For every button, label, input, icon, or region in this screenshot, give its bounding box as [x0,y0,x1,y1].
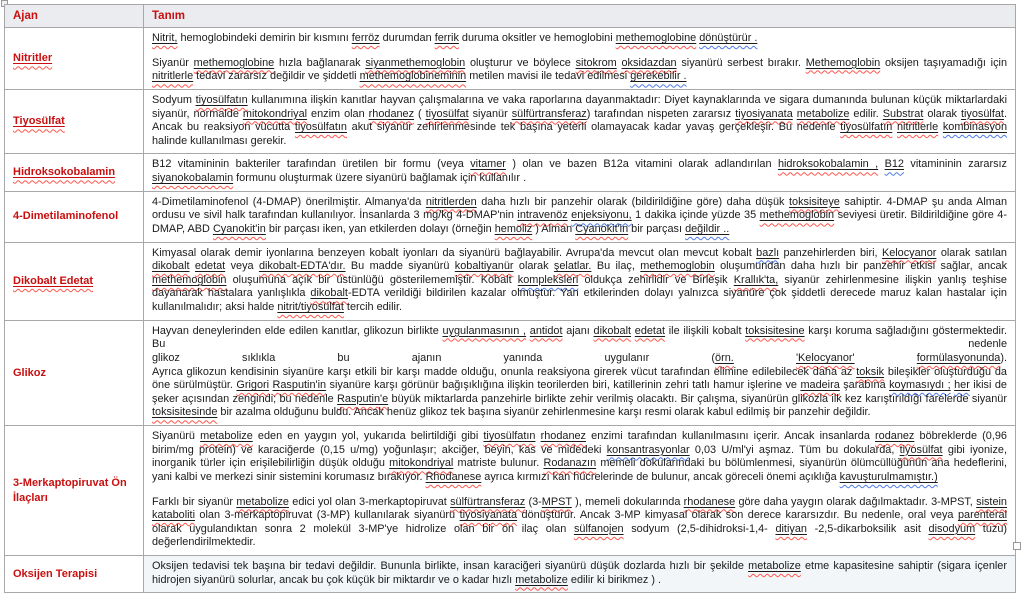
red-squiggle [426,108,469,120]
table-row [5,89,1016,154]
red-squiggle [775,523,806,535]
table-row [5,556,1016,593]
column-header-ajan: Ajan [5,5,144,28]
red-squiggle [460,509,518,521]
inline-link[interactable]: dönüştürür . [699,32,758,44]
inline-link[interactable]: Grigori [236,379,270,392]
agent-cell [5,191,144,242]
red-squiggle [495,223,533,235]
red-squiggle [450,496,525,508]
inline-link[interactable]: tiyosülfatın [294,121,347,134]
inline-link[interactable]: methemoglobine [193,56,275,69]
inline-link[interactable]: her [954,379,970,392]
agent-cell [5,242,144,320]
inline-link[interactable]: formülasyonunda [916,351,1001,364]
red-squiggle [13,115,65,127]
agent-cell [5,89,144,154]
inline-link[interactable]: gerekebilir . [630,70,687,83]
inline-link[interactable]: Methemoglobin [805,56,881,69]
definition-cell [144,242,1016,320]
red-squiggle [195,260,225,272]
agent-label: Glikoz [13,366,47,379]
blue-squiggle [699,32,757,44]
red-squiggle [13,52,52,64]
red-squiggle [365,57,465,69]
definition-cell [144,154,1016,191]
inline-link[interactable]: tiyosülfatın [483,430,536,442]
inline-link[interactable]: tiyosiyanata [735,107,793,120]
antidotes-table [4,4,1016,593]
inline-link[interactable]: enjeksiyonu, [571,209,632,222]
blue-squiggle [630,70,686,82]
red-squiggle [958,509,1007,521]
red-squiggle [616,32,697,44]
red-squiggle [961,108,1004,120]
red-squiggle [875,430,914,442]
inline-link[interactable]: tiyosülfat [899,443,943,456]
red-squiggle [259,260,346,272]
red-squiggle [575,223,628,235]
inline-link[interactable]: bazlı [756,246,780,259]
definition-cell [144,89,1016,154]
red-squiggle [512,108,587,120]
red-squiggle [976,496,1007,508]
inline-link[interactable]: sitokrom [575,56,617,69]
blue-squiggle [571,209,632,221]
red-squiggle [194,57,275,69]
inline-link[interactable]: sülfanojen [573,522,624,535]
inline-link[interactable]: kompleksleri [517,273,579,286]
red-squiggle [389,457,453,469]
red-squiggle [541,430,586,442]
red-squiggle [152,70,193,82]
red-squiggle [684,496,735,508]
inline-link[interactable]: konsantrasyonlar [606,443,690,456]
inline-link[interactable]: 'Kelocyanor' [795,351,855,364]
blue-squiggle [840,471,938,483]
red-squiggle [917,352,1001,364]
red-squiggle [929,523,976,535]
inline-link[interactable]: madeira [800,379,840,392]
table-row [5,28,1016,90]
red-squiggle [337,393,388,405]
table-row [5,320,1016,425]
inline-link[interactable]: toksik [856,365,885,378]
blue-squiggle [885,158,904,170]
inline-link[interactable]: Nitrit, [152,32,178,44]
definition-paragraph: Kimyasal olarak demir iyonlarına benzeyen kobalt iyonları da siyanürü bağlayabilir. Avrupa'da mevcut olan mevcut kobalt bazlı panzehirlerden biri, Kelocyanor olarak satılan dikobalt edetat veya dikobalt-EDTA'dır. Bu madde siyanürü kobaltiyanür olarak şelatlar. Bu ilaç, methemoglobin oluşumundan daha hızlı bir panzehir etkisi sağlar, ancak methemoglobin oluşumuna açık bir üstünlüğü gösterilememiştir. Kobalt kompleksleri oldukça zehirlidir ve Birleşik Krallık'ta, siyanür zehirlenmesine ilişkin yanlış teşhise dayanarak hastalara yanlışlıkla dikobalt-EDTA verildiği bildirilen kazalar olmuştur. Yan etkilerinden dolayı yalnızca siyanüre çok şiddetli derecede maruz kalan hastalar için kullanılmalıdır; aksi halde nitrit/tiyosülfat tercih edilir. [152,246,1008,313]
red-squiggle [152,509,195,521]
inline-link[interactable]: şelatlar. [553,260,592,273]
inline-link[interactable]: kombinasyon [942,121,1008,134]
inline-link[interactable]: edetat [194,260,226,273]
table-row [5,154,1016,191]
inline-link[interactable]: toksisiteye [789,195,840,208]
inline-link[interactable]: rhodanez [540,430,587,442]
inline-link[interactable]: edetat [634,324,666,337]
red-squiggle [152,274,226,286]
red-squiggle [897,121,938,133]
red-squiggle [273,379,327,391]
red-squiggle [369,108,414,120]
definition-paragraph: Hayvan deneylerinden elde edilen kanıtlar, glikozun birlikte uygulanmasının , antidot ajanı dikobalt edetat ile ilişkili kobalt toksisitesine karşı koruma sağladığını göstermektedir. Bu nedenle [152,324,1007,351]
red-squiggle [213,223,266,235]
inline-link[interactable]: dikobalt [310,287,348,300]
inline-link[interactable]: Substrat [882,107,924,120]
red-squiggle [295,121,347,133]
inline-link[interactable]: Krallık'ta, [733,273,779,286]
definition-cell [144,556,1016,593]
red-squiggle [735,108,793,120]
inline-link[interactable]: tiyosiyanata [459,509,518,522]
inline-link[interactable]: MPST [541,495,572,508]
blue-squiggle [889,379,951,391]
red-squiggle [882,247,937,259]
agent-label: 3-Merkaptopiruvat Ön İlaçları [13,477,127,504]
red-squiggle [517,209,567,221]
red-squiggle [542,496,572,508]
inline-link[interactable]: siyanmethemoglobin [365,56,466,69]
inline-link[interactable]: toksisitesine [745,324,805,337]
inline-link[interactable]: sülfürtransferaz [450,495,526,508]
inline-link[interactable]: tiyosülfatın [840,121,893,134]
inline-link[interactable]: methemoglobin [152,273,227,286]
red-squiggle [856,366,884,378]
agent-link[interactable]: Hidroksokobalamin [13,166,116,179]
red-squiggle [778,158,878,170]
red-squiggle [152,172,233,184]
red-squiggle [470,158,506,170]
red-squiggle [426,196,477,208]
red-squiggle [426,471,482,483]
inline-link[interactable]: rodanez [875,430,915,442]
inline-link[interactable]: nitrit/tiyosülfat [277,301,344,313]
inline-link[interactable]: Cyanokit'in [575,222,629,235]
inline-link[interactable]: ferröz [351,32,380,44]
inline-link[interactable]: mitokondriyal [242,107,308,120]
red-squiggle [352,32,380,44]
agent-label: Oksijen Terapisi [13,567,98,580]
definition-cell [144,320,1016,425]
table-row [5,191,1016,242]
red-squiggle [277,301,344,313]
red-squiggle [442,325,526,337]
blue-squiggle [943,121,1007,133]
inline-link[interactable]: siyanokobalamin [152,172,234,184]
red-squiggle [576,57,617,69]
red-squiggle [455,260,514,272]
inline-link[interactable]: hemoliz [494,222,533,235]
agent-cell [5,154,144,191]
definition-paragraph: 4-Dimetilaminofenol (4-DMAP) önerilmiştir. Almanya'da nitritlerden daha hızlı bir panzehir olarak (bildirildiğine göre) daha düşük toksisiteye sahiptir. 4-DMAP şu anda Alman ordusu ve sivil halk tarafından kullanılıyor. İnsanlarda 3 mg/kg 4-DMAP'nin intravenöz enjeksiyonu, 1 dakika içinde yüzde 35 methemoglobin seviyesi üretir. Bildirildiğine göre 4-DMAP, ABD Cyanokit'in bir parçası iken, yan etkilerden dolayı (örneğin hemoliz ) Alman Cyanokit'in bir parçası değildir .. [152,195,1007,235]
red-squiggle [789,196,840,208]
column-header-tanim: Tanım [144,5,1016,28]
inline-link[interactable]: metabolize [515,573,568,586]
red-squiggle [152,260,190,272]
inline-link[interactable]: kobaltiyanür [454,260,514,273]
inline-link[interactable]: mitokondriyal [389,457,454,470]
inline-link[interactable]: tiyosülfatın [195,93,248,106]
inline-link[interactable]: methemoglobin [640,260,715,273]
inline-link[interactable]: Rasputin'e [337,392,389,405]
red-squiggle [530,325,563,337]
red-squiggle [715,352,734,364]
inline-link[interactable]: antidot [529,324,563,337]
inline-link[interactable]: metabolize [796,107,850,120]
red-squiggle [152,32,177,44]
table-row [5,242,1016,320]
inline-link[interactable]: Rodanazın [543,457,597,470]
inline-link[interactable]: koymasıydı ; [889,379,951,392]
blue-squiggle [756,247,779,259]
red-squiggle [635,325,665,337]
inline-link[interactable]: dikobalt [152,260,190,273]
inline-link[interactable]: tiyosülfat [425,107,469,120]
definition-paragraph: glikoz sıklıkla bu ajanın yanında uygulanır (örn. 'Kelocyanor' formülasyonunda). [152,351,1007,364]
inline-link[interactable]: nitritlerle [896,121,939,134]
inline-link[interactable]: kavuşturulmamıştır.) [839,470,938,483]
inline-link[interactable]: tiyosülfat [960,107,1004,120]
red-squiggle [734,274,778,286]
red-squiggle [543,457,596,469]
definition-paragraph: Farklı bir siyanür metabolize edici yol olan 3-merkaptopiruvat sülfürtransferaz (3-MPST ), memeli dokularında rhodanese göre daha yaygın olarak dağılmaktadır. 3-MPST, sistein kataboliti olan 3-merkaptopiruvat (3-MP) kullanılarak siyanürü tiyosiyanata dönüştürür. Ancak 3-MP kimyasal olarak son derece kararsızdır. Bu nedenle, oral veya parenteral olarak uygulandıktan sonra 2 molekül 3-MP'ye hidrolize olan bir ön ilaç olan sülfanojen sodyum (2,5-dihidroksi-1,4- ditiyan -2,5-dikarboksilik asit disodyum tuzu) değerlendirilmektedir. [152,495,1008,549]
red-squiggle [900,444,943,456]
red-squiggle [594,325,632,337]
red-squiggle [360,70,467,82]
red-squiggle [13,166,115,178]
inline-link[interactable]: ditiyan [775,522,807,535]
inline-link[interactable]: uygulanmasının , [442,324,527,337]
agent-label: 4-Dimetilaminofenol [13,210,119,223]
inline-link[interactable]: sistein [976,495,1007,508]
red-squiggle [796,352,855,364]
red-squiggle [745,325,804,337]
definition-paragraph: Siyanür methemoglobine hızla bağlanarak siyanmethemoglobin oluşturur ve böylece sitokrom oksidazdan siyanürü serbest bırakır. Methemoglobin oksijen taşıyamadığı için nitritlerle tedavi zararsız değildir ve şiddetli methemoglobineminin metilen mavisi ile tedavi edilmesi gerekebilir . [152,56,1008,83]
inline-link[interactable]: Cyanokit'in [212,222,266,235]
inline-link[interactable]: örn. [715,351,734,364]
red-squiggle [243,108,307,120]
blue-squiggle [685,223,729,235]
header-row [5,5,1016,28]
agent-link[interactable]: Nitritler [13,52,53,65]
red-squiggle [196,94,248,106]
inline-link[interactable]: B12 [884,158,904,171]
inline-link[interactable]: Rhodanese [425,470,482,483]
agent-cell [5,28,144,90]
inline-link[interactable]: methemoglobineminin [359,70,467,83]
red-squiggle [797,108,850,120]
agent-link[interactable]: Tiyosülfat [13,115,65,128]
inline-link[interactable]: kataboliti [152,509,195,522]
inline-link[interactable]: methemoglobin [759,209,835,222]
definition-paragraph: Siyanürü metabolize eden en yaygın yol, yukarıda belirtildiği gibi tiyosülfatın rhodanez enzimi tarafından kullanılmasını içerir. Ancak insanlarda rodanez böbreklerde (0,96 birim/mg protein) ve karaciğerde (0,15 u/mg) yoğunlaşır; akciğer, beyin, kas ve midedeki konsantrasyonlar 0,03 U/ml'yi aşmaz. Tüm bu dokularda, tiyosülfat gibi iyonize, inorganik türler için erişilebilirliğin düşük olduğu mitokondriyal matriste bulunur. Rodanazın memeli dokularındaki bu bölümlenmesi, siyanürün ölümcüllüğünün ana hedeflerini, yani kalbi ve merkezi sinir sistemini korumasız bırakıyor. Rhodanese ayrıca kırmızı kan hücrelerinde de bulunur, ancak göreceli önemi açıklığa kavuşturulmamıştır.) [152,430,1008,483]
definition-paragraph: Oksijen tedavisi tek başına bir tedavi değildir. Bununla birlikte, insan karaciğeri siyanürü düşük dozlarda hızlı bir şekilde metabolize etme kapasitesine sahiptir (sigara içenler hidrojen siyanürü solurlar, ancak bu çok küçük bir miktardır ve o kadar hızlı metabolize edilir ki birikmez ) . [152,560,1007,586]
inline-link[interactable]: dikobalt-EDTA'dır. [258,260,346,273]
red-squiggle [748,560,801,572]
red-squiggle [200,430,253,442]
inline-link[interactable]: rhodanez [368,107,415,120]
blue-squiggle [518,274,579,286]
inline-link[interactable]: vitamer [470,158,506,171]
red-squiggle [236,379,269,391]
inline-link[interactable]: oksidazdan [621,56,677,69]
definition-paragraph: Sodyum tiyosülfatın kullanımına ilişkin kanıtlar hayvan çalışmalarına ve vaka raporlarına dayanmaktadır: Diyet kaynaklarında ve sigara dumanında bulunan küçük miktarlardaki siyanür, normalde mitokondriyal enzim olan rhodanez ( tiyosülfat siyanür sülfürtransferaz) tarafından nispeten zararsız tiyosiyanata metabolize edilir. Substrat olarak tiyosülfat. Ancak bu reaksiyon vücutta tiyosülfatın akut siyanür zehirlenmesinde tek başına yeterli olamayacak kadar yavaş gerçekleşir. Bu nedenle tiyosülfatın nitritlerle kombinasyon halinde kullanılması gerekir. [152,93,1008,147]
definition-cell [144,28,1016,90]
red-squiggle [152,406,217,418]
agent-cell [5,556,144,593]
red-squiggle [435,32,459,44]
agent-cell [5,320,144,425]
table-resize-handle[interactable] [1013,542,1021,550]
inline-link[interactable]: intravenöz [517,209,568,222]
red-squiggle [760,209,834,221]
definition-paragraph: Ayrıca glikozun kendisinin siyanüre karşı etkili bir karşı madde olduğu, onunla reaksiyona girerek vücut tarafından elimine edilebilecek daha az toksik bileşikler oluşturduğu da öne sürülmüştür. Grigori Rasputin'in siyanüre karşı görünür bağışıklığına ilişkin teorilerden biri, katillerinin zehri tatlı hamur işlerine ve madeira şarabına koymasıydı ; her ikisi de şeker açısından zengindi; bu nedenle Rasputin'e büyük miktarlarda panzehirle birlikte zehir verilmiş olacaktı. Bir çalışma, siyanürün glikozla ilk kez karıştırıldığı farelerde siyanür toksisitesinde bir azalma olduğunu buldu. Ancak henüz glikoz tek başına siyanür zehirlenmesine karşı resmi olarak kabul edilmiş bir panzehir değildir. [152,365,1007,419]
definition-paragraph: Nitrit, hemoglobindeki demirin bir kısmını ferröz durumdan ferrik duruma oksitler ve hemoglobini methemoglobine dönüştürür . [152,32,758,44]
inline-link[interactable]: metabolize [748,560,801,572]
definition-paragraph: B12 vitamininin bakteriler tarafından üretilen bir formu (veya vitamer ) olan ve bazen B12a vitamini olarak adlandırılan hidroksokobalamin , B12 vitamininin zararsız siyanokobalamin formunu oluşturmak üzere siyanürü bağlamak için kullanılır . [152,158,1007,184]
red-squiggle [883,108,924,120]
inline-link[interactable]: nitritlerle [152,70,194,83]
inline-link[interactable]: toksisitesinde [152,406,218,419]
inline-link[interactable]: değildir .. [685,222,730,235]
inline-link[interactable]: disodyum [928,522,976,535]
table-row [5,426,1016,556]
inline-link[interactable]: ferrik [434,32,459,44]
blue-squiggle [607,444,690,456]
inline-link[interactable]: nitritlerden [425,195,477,208]
red-squiggle [622,57,677,69]
red-squiggle [13,275,93,287]
red-squiggle [310,287,348,299]
inline-link[interactable]: dikobalt [593,324,632,337]
red-squiggle [236,496,289,508]
red-squiggle [483,430,535,442]
inline-link[interactable]: parenteral [957,509,1007,522]
red-squiggle [840,121,892,133]
inline-link[interactable]: Rasputin'in [272,379,327,392]
agent-link[interactable]: Dikobalt Edetat [13,274,94,287]
inline-link[interactable]: metabolize [200,430,253,442]
red-squiggle [640,260,714,272]
red-squiggle [515,574,568,586]
definition-cell [144,191,1016,242]
inline-link[interactable]: Kelocyanor [881,246,937,259]
inline-link[interactable]: methemoglobine [615,32,697,44]
inline-link[interactable]: rhodanese [683,495,736,508]
blue-squiggle [954,379,970,391]
inline-link[interactable]: hidroksokobalamin , [777,158,879,171]
red-squiggle [800,379,839,391]
red-squiggle [574,523,624,535]
inline-link[interactable]: metabolize [236,495,289,508]
inline-link[interactable]: sülfürtransferaz [511,107,587,120]
agent-cell [5,426,144,556]
red-squiggle [806,57,880,69]
red-squiggle [554,260,592,272]
definition-cell [144,426,1016,556]
